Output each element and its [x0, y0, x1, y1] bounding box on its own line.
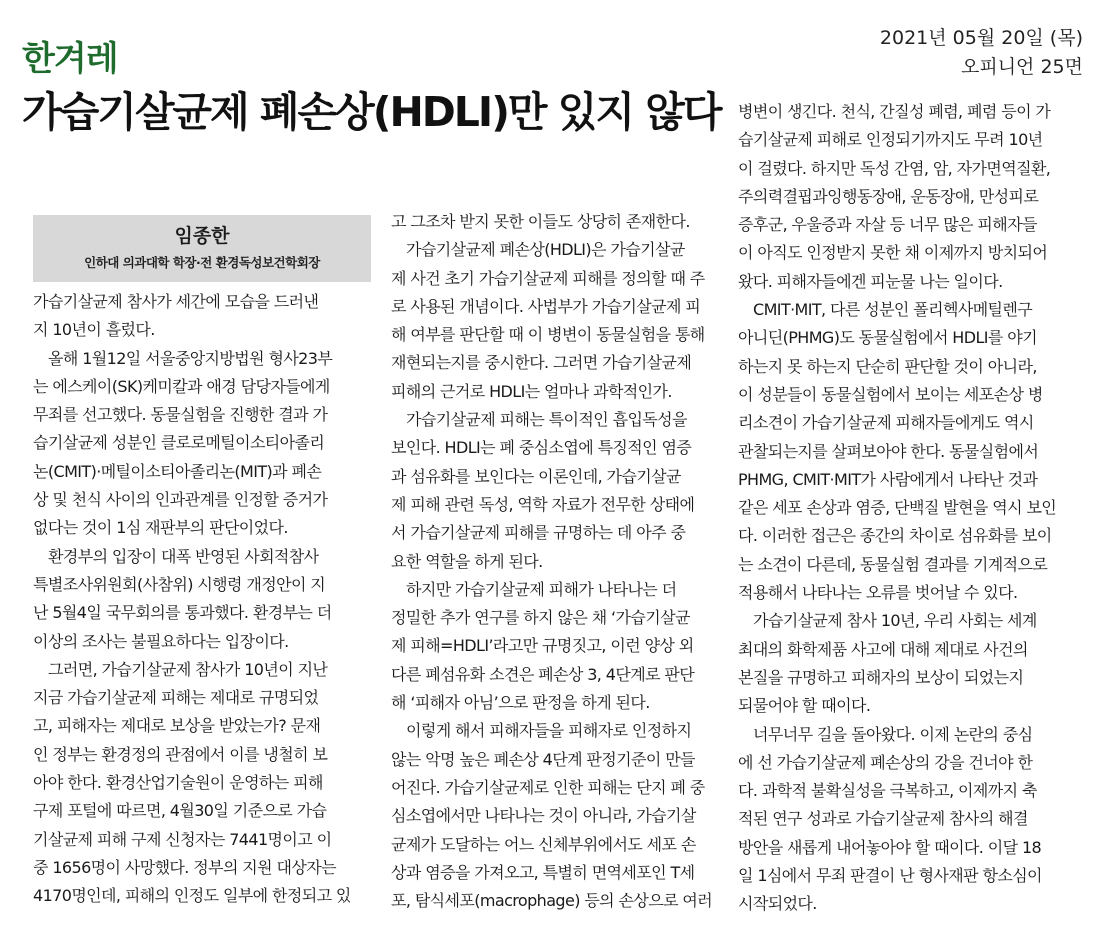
body-text-line: 제 피해=HDLI’라고만 규명짓고, 이런 양상 외: [391, 636, 694, 656]
body-text-line: 않는 악명 높은 폐손상 4단계 판정기준이 만들: [391, 749, 695, 769]
body-text-line: 심소엽에서만 나타나는 것이 아니라, 가습기살: [391, 806, 696, 826]
body-text-line: 는 소견이 다른데, 동물실험 결과를 기계적으로: [738, 554, 1048, 574]
body-text-line: 어진다. 가습기살균제로 인한 피해는 단지 폐 중: [391, 777, 705, 797]
body-text-line: 해 여부를 판단할 때 이 병변이 동물실험을 통해: [391, 325, 705, 345]
author-name: 임종한: [174, 225, 230, 247]
dateline: [880, 24, 1083, 82]
body-text-line: 본질을 규명하고 피해자의 보상이 되었는지: [738, 667, 1024, 687]
body-text-line: 아야 한다. 환경산업기술원이 운영하는 피해: [33, 773, 323, 793]
body-text-line: 습기살균제 피해로 인정되기까지도 무려 10년: [738, 130, 1043, 150]
body-text-line: 하지만 가습기살균제 피해가 나타나는 더: [406, 579, 677, 599]
body-text-line: 에 선 가습기살균제 폐손상의 강을 건너야 한: [738, 752, 1033, 772]
body-text-line: 보인다. HDLI는 폐 중심소엽에 특징적인 염증: [391, 438, 692, 458]
body-text-line: 지 10년이 흘렀다.: [33, 320, 155, 340]
body-text-line: 증후군, 우울증과 자살 등 너무 많은 피해자들: [738, 215, 1037, 235]
body-text-line: 이 아직도 인정받지 못한 채 이제까지 방치되어: [738, 243, 1048, 263]
body-text-line: 포, 탐식세포(macrophage) 등의 손상으로 여러: [391, 891, 713, 911]
author-affiliation: 인하대 의과대학 학장·전 환경독성보건학회장: [84, 255, 320, 270]
body-text-line: 가습기살균제 폐손상(HDLI)은 가습기살균: [406, 240, 685, 260]
article-headline: 가습기살균제 폐손상(HDLI)만 있지 않다: [22, 88, 721, 136]
body-text-line: 피해의 근거로 HDLI는 얼마나 과학적인가.: [391, 381, 672, 401]
body-text-line: 로 사용된 개념이다. 사법부가 가습기살균제 피: [391, 296, 701, 316]
body-text-line: 중 1656명이 사망했다. 정부의 지원 대상자는: [33, 857, 336, 877]
body-text-line: 제 사건 초기 가습기살균제 피해를 정의할 때 주: [391, 268, 705, 288]
body-text-line: CMIT·MIT, 다른 성분인 폴리헥사메틸렌구: [753, 300, 1033, 320]
body-text-line: PHMG, CMIT·MIT가 사람에게서 나타난 것과: [738, 469, 1038, 489]
body-text-line: 이렇게 해서 피해자들을 피해자로 인정하지: [406, 721, 692, 741]
body-text-line: 다. 과학적 불확실성을 극복하고, 이제까지 축: [738, 781, 1037, 801]
body-text-line: 인 정부는 환경정의 관점에서 이를 냉철히 보: [33, 744, 328, 764]
body-text-line: 최대의 화학제품 사고에 대해 제대로 사건의: [738, 639, 1028, 659]
body-text-line: 관찰되는지를 살펴보아야 한다. 동물실험에서: [738, 441, 1039, 461]
body-text-line: 같은 세포 손상과 염증, 단백질 발현을 역시 보인: [738, 498, 1057, 518]
body-text-line: 다. 이러한 접근은 종간의 차이로 섬유화를 보이: [738, 526, 1052, 546]
body-text-line: 고, 피해자는 제대로 보상을 받았는가? 문재: [33, 716, 321, 736]
body-text-line: 는 에스케이(SK)케미칼과 애경 담당자들에게: [33, 376, 330, 396]
body-text-line: 제 피해 관련 독성, 역학 자료가 전무한 상태에: [391, 494, 695, 514]
body-text-line: 적용해서 나타나는 오류를 벗어날 수 있다.: [738, 583, 1018, 603]
body-text-line: 왔다. 피해자들에겐 피눈물 나는 일이다.: [738, 271, 1003, 291]
body-text-line: 없다는 것이 1심 재판부의 판단이었다.: [33, 518, 288, 538]
body-text-line: 기살균제 피해 구제 신청자는 7441명이고 이: [33, 829, 332, 849]
newspaper-logo: 한겨레: [22, 39, 118, 79]
body-text-line: 그러면, 가습기살균제 참사가 10년이 지난: [48, 659, 328, 679]
body-text-line: 환경부의 입장이 대폭 반영된 사회적참사: [48, 546, 319, 566]
body-text-line: 과 섬유화를 보인다는 이론인데, 가습기살균: [391, 466, 681, 486]
body-text-line: 너무너무 길을 돌아왔다. 이제 논란의 중심: [753, 724, 1033, 744]
body-text-line: 다른 폐섬유화 소견은 폐손상 3, 4단계로 판단: [391, 664, 695, 684]
publication-date: 2021년 05월 20일 (목): [879, 27, 1083, 49]
body-text-line: 아니딘(PHMG)도 동물실험에서 HDLI를 야기: [738, 328, 1037, 348]
body-text-line: 리소견이 가습기살균제 피해자들에게도 역시: [738, 413, 1034, 433]
body-text-line: 고 그조차 받지 못한 이들도 상당히 존재한다.: [391, 212, 690, 231]
body-text-line: 균제가 도달하는 어느 신체부위에서도 세포 손: [391, 834, 696, 854]
byline-box: [33, 215, 371, 282]
body-text-line: 일 1심에서 무죄 판결이 난 형사재판 항소심이: [738, 866, 1042, 886]
body-text-line: 재현되는지를 중시한다. 그러면 가습기살균제: [391, 353, 692, 373]
body-text-line: 주의력결핍과잉행동장애, 운동장애, 만성피로: [738, 186, 1039, 206]
body-text-line: 논(CMIT)·메틸이소티아졸리논(MIT)과 폐손: [33, 461, 322, 481]
body-text-line: 이상의 조사는 불필요하다는 입장이다.: [33, 631, 289, 651]
body-text-line: 특별조사위원회(사참위) 시행령 개정안이 지: [33, 574, 326, 594]
body-text-line: 이 성분들이 동물실험에서 보이는 세포손상 병: [738, 384, 1043, 404]
body-text-line: 서 가습기살균제 피해를 규명하는 데 아주 중: [391, 523, 686, 543]
body-text-line: 습기살균제 성분인 클로로메틸이소티아졸리: [33, 433, 325, 453]
body-text-line: 상과 염증을 가져오고, 특별히 면역세포인 T세: [391, 862, 695, 882]
body-text-line: 무죄를 선고했다. 동물실험을 진행한 결과 가: [33, 405, 328, 425]
article-column-2: [391, 208, 731, 915]
article-column-1: [33, 288, 378, 911]
body-text-line: 병변이 생긴다. 천식, 간질성 폐렴, 폐렴 등이 가: [738, 102, 1051, 121]
body-text-line: 상 및 천식 사이의 인과관계를 인정할 증거가: [33, 490, 328, 510]
section-page: 오피니언 25면: [961, 56, 1083, 78]
body-text-line: 구제 포털에 따르면, 4월30일 기준으로 가습: [33, 801, 327, 821]
body-text-line: 가습기살균제 참사 10년, 우리 사회는 세계: [753, 611, 1037, 631]
body-text-line: 방안을 새롭게 내어놓아야 할 때이다. 이달 18: [738, 837, 1042, 857]
body-text-line: 지금 가습기살균제 피해는 제대로 규명되었: [33, 688, 319, 708]
body-text-line: 4170명인데, 피해의 인정도 일부에 한정되고 있: [33, 886, 351, 906]
body-text-line: 요한 역할을 하게 된다.: [391, 551, 543, 571]
body-text-line: 시작되었다.: [738, 894, 817, 914]
body-text-line: 하는지 못 하는지 단순히 판단할 것이 아니라,: [738, 356, 1037, 376]
article-column-3: [738, 98, 1083, 919]
body-text-line: 가습기살균제 피해는 특이적인 흡입독성을: [406, 410, 687, 430]
body-text-line: 올해 1월12일 서울중앙지방법원 형사23부: [48, 348, 333, 368]
body-text-line: 해 ‘피해자 아님’으로 판정을 하게 된다.: [391, 693, 650, 713]
body-text-line: 이 걸렸다. 하지만 독성 간염, 암, 자가면역질환,: [738, 158, 1051, 178]
body-text-line: 적된 연구 성과로 가습기살균제 참사의 해결: [738, 809, 1028, 829]
body-text-line: 난 5월4일 국무회의를 통과했다. 환경부는 더: [33, 603, 332, 623]
body-text-line: 가습기살균제 참사가 세간에 모습을 드러낸: [33, 292, 319, 311]
body-text-line: 정밀한 추가 연구를 하지 않은 채 ‘가습기살균: [391, 608, 690, 628]
body-text-line: 되물어야 할 때이다.: [738, 696, 871, 716]
